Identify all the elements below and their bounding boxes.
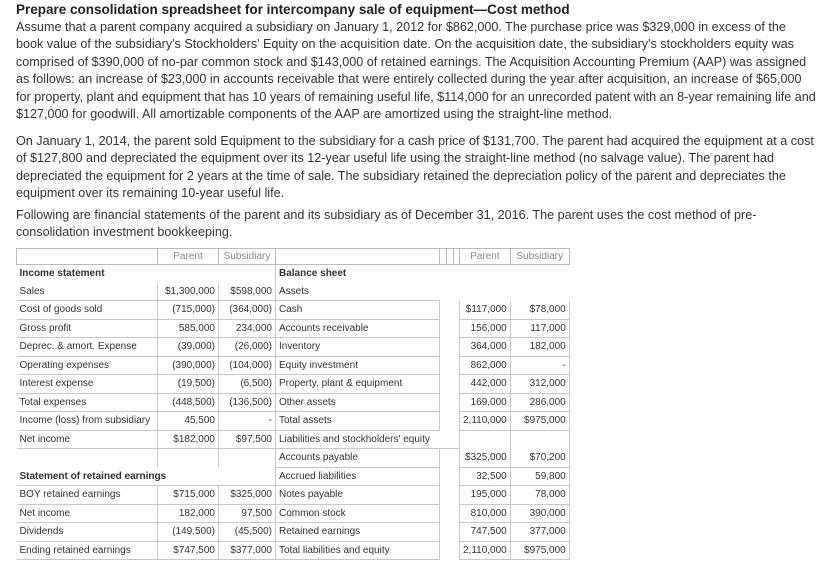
table-row: Statement of retained earnings Accrued liabilities 32,500 59,800 — [17, 467, 570, 486]
paragraph-acquisition: Assume that a parent company acquired a subsidiary on January 1, 2012 for $862,000. The purchase price was $329,000 in excess of the book value of the subsidiary's Stockholders' Equity on the acquisition date. On the acquisition date, the subsidiary's stockholders equity was comprised of $390,000 of no-par common stock and $143,000 of retained earnings. The Acquisition Accounting Premium (AAP) was assigned as follows: an increase of $23,000 in accounts receivable that were entirely collected during the year after acquisition, an increase of $65,000 for property, plant and equipment that has 10 years of remaining useful life, $114,000 for an unrecorded patent with an 8-year remaining life and $127,000 for goodwill. All amortizable components of the AAP are amortized using the straight-line method. — [16, 20, 816, 122]
page-title: Prepare consolidation spreadsheet for intercompany sale of equipment—Cost method — [16, 2, 570, 17]
table-row: Deprec. & amort. Expense (39,000) (26,000) Inventory 364,000 182,000 — [17, 338, 570, 357]
table-row: Sales $1,300,000 $598,000 Assets — [17, 283, 570, 301]
financial-statements-table — [16, 248, 570, 560]
table-row: Gross profit 585,000 234,000 Accounts receivable 156,000 117,000 — [17, 319, 570, 338]
col-header-parent-bs: Parent — [460, 249, 511, 265]
table-row: Total expenses (448,500) (136,500) Other assets 169,000 286,000 — [17, 393, 570, 412]
table-row — [17, 265, 570, 283]
balance-sheet-heading: Balance sheet — [276, 265, 440, 283]
table-row: Dividends (149,500) (45,500) Retained earnings 747,500 377,000 — [17, 523, 570, 542]
table-row: Income (loss) from subsidiary 45,500 - Total assets 2,110,000 $975,000 — [17, 412, 570, 431]
income-statement-heading: Income statement — [19, 268, 105, 280]
table-row: Operating expenses (390,000) (104,000) Equity investment 862,000 - — [17, 356, 570, 375]
table-row: Net income $182,000 $97,500 Liabilities and stockholders' equity — [17, 430, 570, 449]
table-row: Net income 182,000 97,500 Common stock 810,000 390,000 — [17, 504, 570, 523]
table-row: Ending retained earnings $747,500 $377,000 Total liabilities and equity 2,110,000 $975,000 — [17, 541, 570, 560]
col-header-parent: Parent — [158, 249, 219, 265]
header-row — [17, 249, 570, 265]
table-row: Cost of goods sold (715,000) (364,000) Cash $117,000 $78,000 — [17, 301, 570, 320]
retained-earnings-heading: Statement of retained earnings — [17, 467, 219, 486]
col-header-subsidiary: Subsidiary — [219, 249, 276, 265]
paragraph-equipment-sale: On January 1, 2014, the parent sold Equipment to the subsidiary for a cash price of $131,700. The parent had acquired the equipment at a cost of $127,800 and depreciated the equipment over its 12-year useful life using the straight-line method (no salvage value). The parent had depreciated the equipment for 2 years at the time of sale. The subsidiary retained the depreciation policy of the parent and depreciates the equipment over its remaining 10-year useful life. — [16, 134, 814, 201]
col-header-subsidiary-bs: Subsidiary — [510, 249, 569, 265]
table-row: BOY retained earnings $715,000 $325,000 Notes payable 195,000 78,000 — [17, 486, 570, 505]
table-row: Interest expense (19,500) (6,500) Property, plant & equipment 442,000 312,000 — [17, 375, 570, 394]
table-row: Accounts payable $325,000 $70,200 — [17, 449, 570, 468]
paragraph-statements-intro: Following are financial statements of the parent and its subsidiary as of December 31, 2016. The parent uses the cost method of pre-consolidation investment bookkeeping. — [16, 208, 757, 240]
